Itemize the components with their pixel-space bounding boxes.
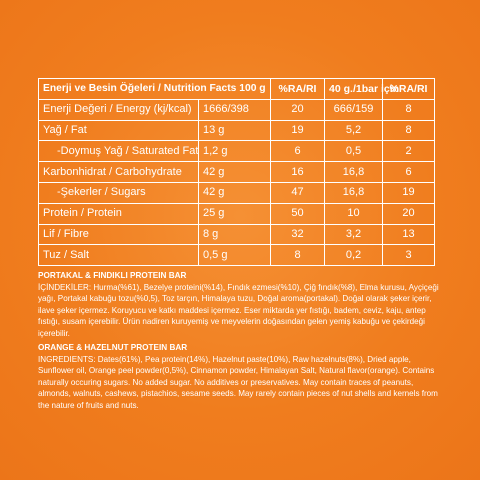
value-per-bar: 3,2: [325, 224, 383, 245]
ri-per-bar: 3: [383, 245, 435, 266]
header-nutrition-facts: Enerji ve Besin Öğeleri / Nutrition Facts 100 g: [39, 79, 271, 100]
turkish-product-title: PORTAKAL & FINDIKLI PROTEIN BAR: [38, 271, 187, 280]
ri-100g: 47: [271, 182, 325, 203]
nutrition-facts-table: [38, 78, 435, 266]
value-100g: 42 g: [199, 162, 271, 183]
nutrient-name: Tuz / Salt: [39, 245, 199, 266]
value-per-bar: 16,8: [325, 162, 383, 183]
turkish-ingredients-text: İÇİNDEKİLER: Hurma(%61), Bezelye proteini(%14), Fındık ezmesi(%10), Çiğ fındık(%8), Elma kurusu, Ayçiçeği yağı, Portakal kabuğu tozu(%0,5), Toz tarçın, Himalaya tuzu, Doğal aroma(portakal). Doğal olarak şeker içerir, ilave şeker içermez. Koruyucu ve katkı maddesi içermez. Eser miktarda yer fıstığı, badem, ceviz, kaju, antep fıstığı, susam içerebilir. Ürün nadiren kuruyemiş ve meyvelerin doğasından gelen yemiş kabuğu ve çekirdeği içerebilir.: [38, 282, 439, 338]
ri-100g: 19: [271, 120, 325, 141]
english-ingredients-text: INGREDIENTS: Dates(61%), Pea protein(14%), Hazelnut paste(10%), Raw hazelnuts(8%), Dried apple, Sunflower oil, Orange peel powder(0,5%), Cinnamon powder, Himalayan Salt, Natural flavor(orange). Contains naturally occuring sugars. No added sugar. No additives or preservatives. May contain traces of peanuts, almonds, walnuts, cashews, pistachios, sesame seeds. May rarely contain pieces of nut shells and kernels from the nature of fruits and nuts.: [38, 354, 438, 410]
ri-per-bar: 8: [383, 120, 435, 141]
ri-100g: 20: [271, 99, 325, 120]
value-100g: 1666/398: [199, 99, 271, 120]
ri-100g: 32: [271, 224, 325, 245]
ri-per-bar: 19: [383, 182, 435, 203]
nutrient-name: -Şekerler / Sugars: [39, 182, 199, 203]
ri-100g: 16: [271, 162, 325, 183]
ri-per-bar: 13: [383, 224, 435, 245]
ri-100g: 8: [271, 245, 325, 266]
value-per-bar: 666/159: [325, 99, 383, 120]
nutrient-name: Protein / Protein: [39, 203, 199, 224]
value-per-bar: 0,5: [325, 141, 383, 162]
value-100g: 42 g: [199, 182, 271, 203]
table-row: [39, 224, 435, 245]
ri-per-bar: 20: [383, 203, 435, 224]
nutrient-name: Yağ / Fat: [39, 120, 199, 141]
value-100g: 13 g: [199, 120, 271, 141]
value-100g: 1,2 g: [199, 141, 271, 162]
ri-100g: 50: [271, 203, 325, 224]
table-row: [39, 162, 435, 183]
table-header-row: [39, 79, 435, 100]
table-row: [39, 245, 435, 266]
nutrient-name: Lif / Fibre: [39, 224, 199, 245]
nutrient-name: -Doymuş Yağ / Saturated Fat: [39, 141, 199, 162]
table-row: [39, 203, 435, 224]
ri-per-bar: 8: [383, 99, 435, 120]
table-row: [39, 141, 435, 162]
value-per-bar: 0,2: [325, 245, 383, 266]
header-ri-per-bar: %RA/RI: [383, 79, 435, 100]
table-row: [39, 120, 435, 141]
turkish-ingredients: [38, 270, 448, 340]
english-product-title: ORANGE & HAZELNUT PROTEIN BAR: [38, 343, 188, 352]
ri-per-bar: 6: [383, 162, 435, 183]
table-row: [39, 99, 435, 120]
value-100g: 8 g: [199, 224, 271, 245]
english-ingredients: [38, 342, 448, 412]
value-100g: 25 g: [199, 203, 271, 224]
value-per-bar: 5,2: [325, 120, 383, 141]
value-100g: 0,5 g: [199, 245, 271, 266]
ri-100g: 6: [271, 141, 325, 162]
header-ri-100g: %RA/RI: [271, 79, 325, 100]
value-per-bar: 10: [325, 203, 383, 224]
header-per-bar: 40 g./1bar için: [325, 79, 383, 100]
nutrient-name: Karbonhidrat / Carbohydrate: [39, 162, 199, 183]
ri-per-bar: 2: [383, 141, 435, 162]
table-row: [39, 182, 435, 203]
value-per-bar: 16,8: [325, 182, 383, 203]
nutrient-name: Enerji Değeri / Energy (kj/kcal): [39, 99, 199, 120]
